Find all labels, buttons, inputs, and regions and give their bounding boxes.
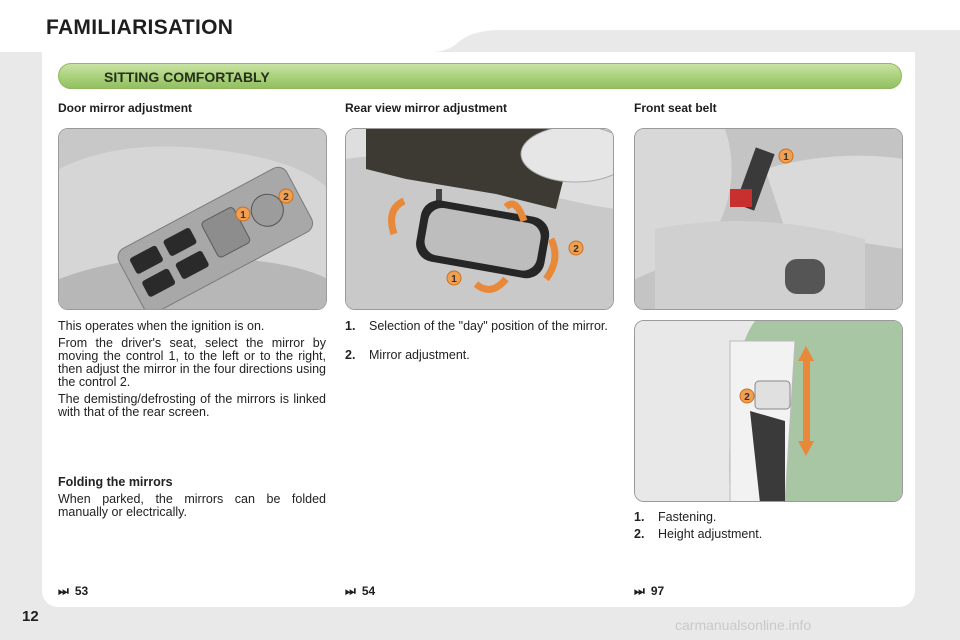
callout-1-icon	[779, 149, 793, 163]
list-item	[345, 320, 615, 348]
folding-mirrors-heading: Folding the mirrors	[58, 475, 173, 489]
callout-2-icon	[569, 241, 583, 255]
page-ref-door-mirror[interactable]	[58, 584, 88, 599]
page-ref-rear-mirror[interactable]	[345, 584, 375, 599]
callout-2-label: 2	[744, 392, 750, 403]
page-title: FAMILIARISATION	[46, 16, 234, 39]
page-ref-icon: ⏭	[634, 584, 645, 598]
callout-1-label: 1	[451, 274, 457, 285]
door-mirror-photo	[58, 128, 327, 310]
list-item-number: 2.	[634, 527, 645, 541]
list-item	[345, 349, 615, 363]
list-item-number: 1.	[345, 319, 356, 333]
list-item-number: 2.	[345, 348, 356, 362]
page-ref-icon: ⏭	[58, 584, 69, 598]
list-item-text: Fastening.	[658, 510, 717, 524]
callout-2-label: 2	[573, 244, 579, 255]
section-title: SITTING COMFORTABLY	[104, 69, 270, 85]
section-bar	[58, 63, 902, 89]
list-item-text: Mirror adjustment.	[369, 348, 470, 362]
door-mirror-text	[58, 320, 326, 423]
list-item	[634, 511, 904, 525]
watermark: carmanualsonline.info	[675, 617, 812, 633]
page-ref-number: 53	[74, 584, 89, 598]
callout-2-icon	[279, 189, 293, 203]
callout-1-label: 1	[783, 152, 789, 163]
door-mirror-paragraph: From the driver's seat, select the mirror by moving the control 1, to the left or to the right, then adjust the mirror in the four directions using the control 2.	[58, 336, 326, 389]
page-ref-seat-belt[interactable]	[634, 584, 664, 599]
seat-belt-heading: Front seat belt	[634, 101, 717, 115]
callout-1-icon	[447, 271, 461, 285]
list-item	[634, 528, 904, 542]
list-item-text: Height adjustment.	[658, 527, 763, 541]
callout-2-label: 2	[283, 192, 289, 203]
page-ref-icon: ⏭	[345, 584, 356, 598]
seat-belt-buckle-photo	[634, 128, 903, 310]
folding-mirrors-text: When parked, the mirrors can be folded manually or electrically.	[58, 492, 326, 519]
rear-mirror-heading: Rear view mirror adjustment	[345, 101, 508, 115]
door-mirror-paragraph: The demisting/defrosting of the mirrors is linked with that of the rear screen.	[58, 392, 326, 419]
door-mirror-paragraph: This operates when the ignition is on.	[58, 319, 265, 333]
page-ref-number: 97	[650, 584, 665, 598]
page-number: 12	[22, 608, 39, 625]
folding-mirrors-block	[58, 476, 326, 523]
door-mirror-heading: Door mirror adjustment	[58, 101, 193, 115]
rear-mirror-photo	[345, 128, 614, 310]
callout-2-icon	[740, 389, 754, 403]
list-item-text: Selection of the "day" position of the mirror.	[369, 319, 608, 333]
callout-1-icon	[236, 207, 250, 221]
seat-belt-height-photo	[634, 320, 903, 502]
list-item-number: 1.	[634, 510, 645, 524]
page-ref-number: 54	[361, 584, 376, 598]
callout-1-label: 1	[240, 210, 246, 221]
